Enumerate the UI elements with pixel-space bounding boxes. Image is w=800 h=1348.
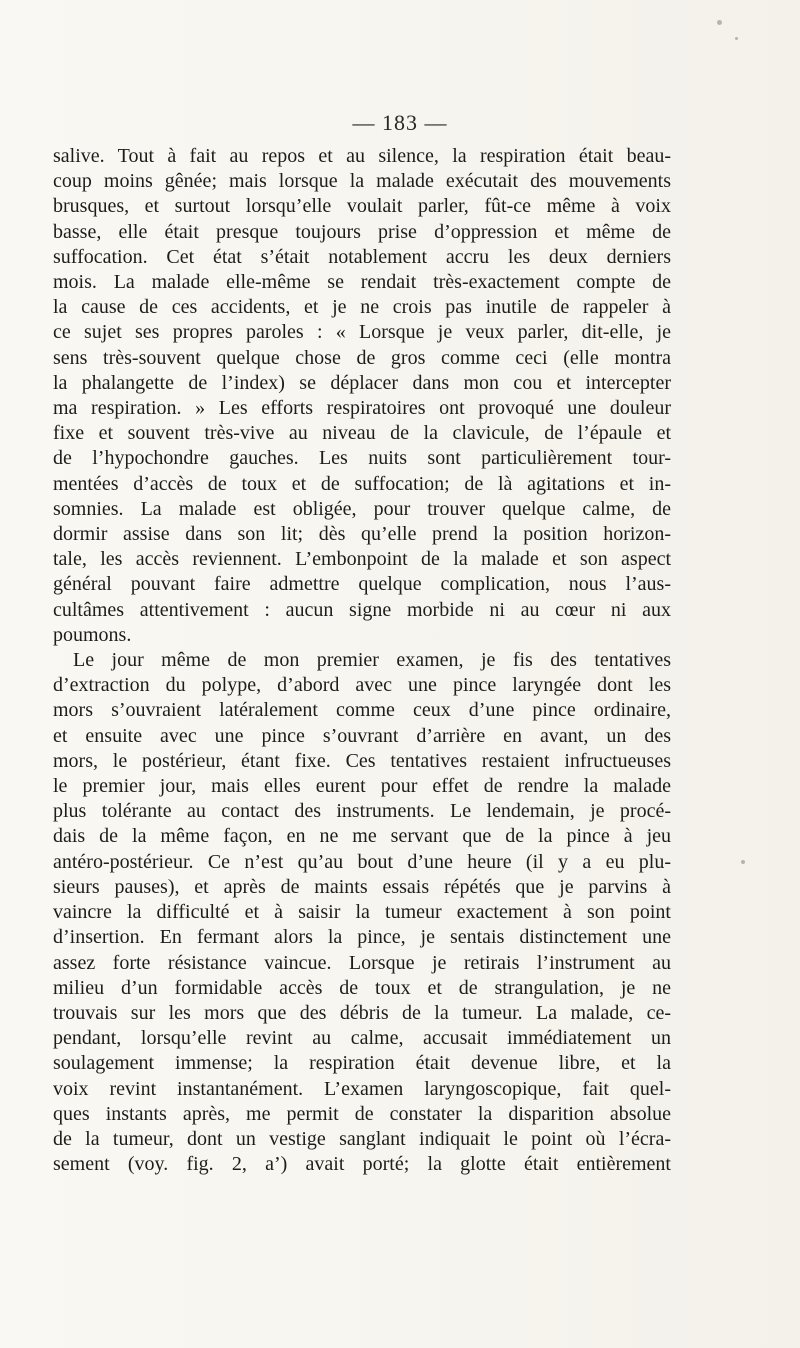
text-line: pendant, lorsqu’elle revint au calme, accusait immédiatement un [53,1027,671,1050]
text-line: d’insertion. En fermant alors la pince, je sentais distinctement une [53,926,671,949]
page-number: — 183 — [352,110,448,135]
text-line: soulagement immense; la respiration était devenue libre, et la [53,1052,671,1075]
text-line: sieurs pauses), et après de maints essais répétés que je parvins à [53,875,671,898]
text-line: coup moins gênée; mais lorsque la malade exécutait des mouvements [53,170,671,193]
text-line: mors s’ouvraient latéralement comme ceux d’une pince ordinaire, [53,699,671,722]
text-line: basse, elle était presque toujours prise d’oppression et même de [53,220,671,243]
text-line: somnies. La malade est obligée, pour trouver quelque calme, de [53,497,671,520]
body-text [53,144,671,1177]
paragraph-end-line: poumons. [53,623,132,646]
paragraph-start-line: Le jour même de mon premier examen, je fis des tentatives [73,649,671,672]
text-line: vaincre la difficulté et à saisir la tumeur exactement à son point [53,901,671,924]
text-line: le premier jour, mais elles eurent pour effet de rendre la malade [53,775,671,798]
text-line: ma respiration. » Les efforts respiratoires ont provoqué une douleur [53,397,671,420]
text-line: mors, le postérieur, étant fixe. Ces tentatives restaient infructueuses [53,749,671,772]
paper-spot-mark [741,860,745,864]
text-line: d’extraction du polype, d’abord avec une pince laryngée dont les [53,674,671,697]
text-line: sens très-souvent quelque chose de gros comme ceci (elle montra [53,346,671,369]
text-line: tale, les accès reviennent. L’embonpoint de la malade et son aspect [53,548,671,571]
text-line: salive. Tout à fait au repos et au silence, la respiration était beau- [53,145,671,167]
text-line: ce sujet ses propres paroles : « Lorsque je veux parler, dit-elle, je [53,321,671,344]
text-line: sement (voy. fig. 2, a’) avait porté; la glotte était entièrement [53,1153,671,1176]
text-line: milieu d’un formidable accès de toux et de strangulation, je ne [53,976,671,999]
text-line: mentées d’accès de toux et de suffocation; de là agitations et in- [53,472,671,495]
text-line: mois. La malade elle-même se rendait très-exactement compte de [53,271,671,294]
text-line: voix revint instantanément. L’examen laryngoscopique, fait quel- [53,1077,671,1100]
text-line: général pouvant faire admettre quelque complication, nous l’aus- [53,573,671,596]
text-line: dais de la même façon, en ne me servant que de la pince à jeu [53,825,671,848]
paper-spot-mark [717,20,722,25]
text-line: ques instants après, me permit de constater la disparition absolue [53,1102,671,1125]
text-line: fixe et souvent très-vive au niveau de la clavicule, de l’épaule et [53,422,671,445]
text-line: trouvais sur les mors que des débris de la tumeur. La malade, ce- [53,1001,671,1024]
text-line: dormir assise dans son lit; dès qu’elle prend la position horizon- [53,523,671,546]
text-line: plus tolérante au contact des instruments. Le lendemain, je procé- [53,800,671,823]
text-line: antéro-postérieur. Ce n’est qu’au bout d’une heure (il y a eu plu- [53,850,671,873]
text-line: assez forte résistance vaincue. Lorsque je retirais l’instrument au [53,951,671,974]
text-line: la phalangette de l’index) se déplacer dans mon cou et intercepter [53,371,671,394]
text-line: suffocation. Cet état s’était notablement accru les deux derniers [53,245,671,268]
text-line: cultâmes attentivement : aucun signe morbide ni au cœur ni aux [53,598,671,621]
text-line: brusques, et surtout lorsqu’elle voulait parler, fût-ce même à voix [53,195,671,218]
text-line: de la tumeur, dont un vestige sanglant indiquait le point où l’écra- [53,1127,671,1150]
paper-spot-mark [735,37,738,40]
text-line: de l’hypochondre gauches. Les nuits sont particulièrement tour- [53,447,671,470]
text-line: la cause de ces accidents, et je ne crois pas inutile de rappeler à [53,296,671,319]
text-line: et ensuite avec une pince s’ouvrant d’arrière en avant, un des [53,724,671,747]
